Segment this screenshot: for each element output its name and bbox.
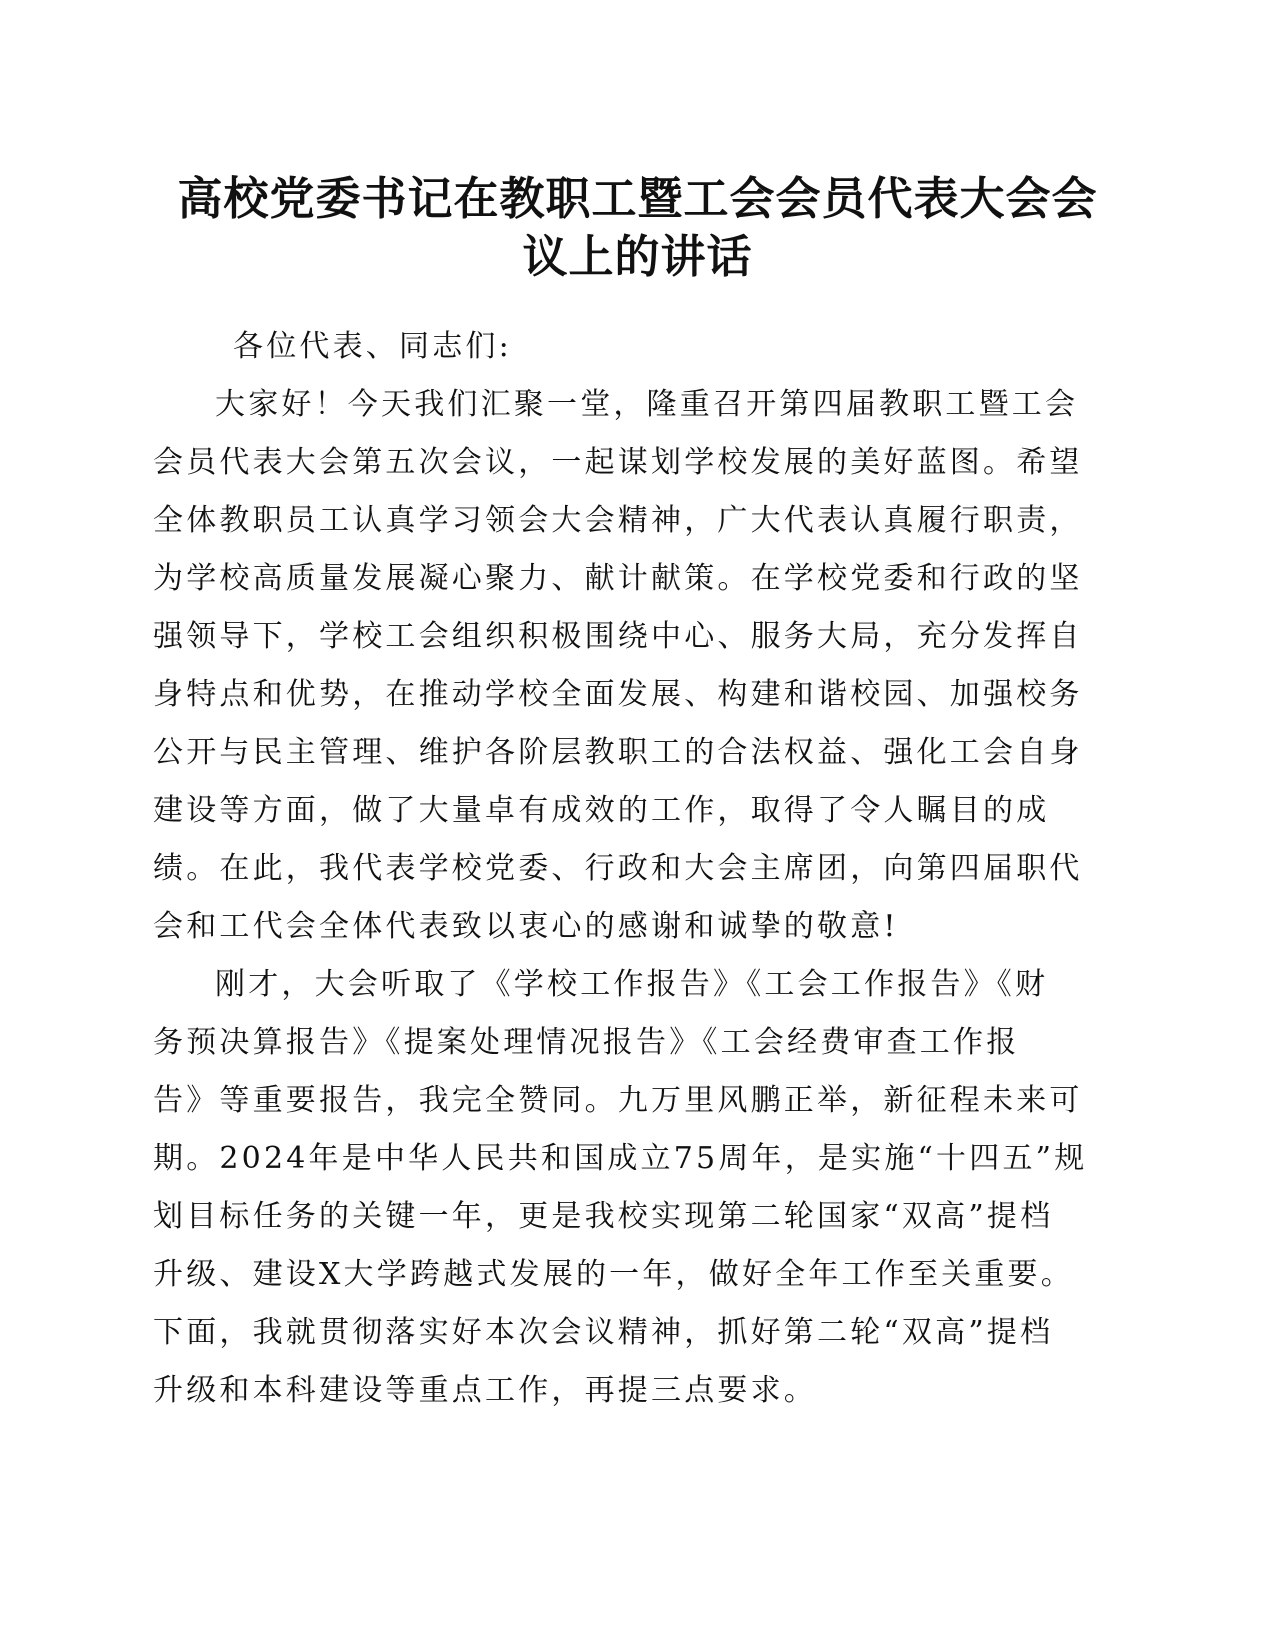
paragraph-2-line: 划目标任务的关键一年，更是我校实现第二轮国家“双高”提档 bbox=[153, 1199, 1054, 1234]
paragraph-2 bbox=[153, 956, 1088, 1420]
paragraph-2-line: 务预决算报告》《提案处理情况报告》《工会经费审查工作报 bbox=[153, 1025, 1020, 1060]
title-line-2: 议上的讲话 bbox=[522, 230, 753, 283]
document-body bbox=[153, 318, 1088, 1420]
paragraph-2-line: 刚才，大会听取了《学校工作报告》《工会工作报告》《财 bbox=[215, 967, 1049, 1002]
paragraph-1-line: 公开与民主管理、维护各阶层教职工的合法权益、强化工会自身 bbox=[153, 735, 1083, 770]
paragraph-1-line: 身特点和优势，在推动学校全面发展、构建和谐校园、加强校务 bbox=[153, 677, 1083, 712]
paragraph-1-line: 绩。在此，我代表学校党委、行政和大会主席团，向第四届职代 bbox=[153, 851, 1083, 886]
paragraph-2-line: 升级和本科建设等重点工作，再提三点要求。 bbox=[153, 1373, 817, 1408]
paragraph-1-line: 建设等方面，做了大量卓有成效的工作，取得了令人瞩目的成 bbox=[153, 793, 1050, 828]
paragraph-1-line: 全体教职员工认真学习领会大会精神，广大代表认真履行职责， bbox=[153, 503, 1083, 538]
paragraph-1-line: 会员代表大会第五次会议，一起谋划学校发展的美好蓝图。希望 bbox=[153, 445, 1083, 480]
document-title bbox=[150, 170, 1125, 286]
paragraph-2-line: 升级、建设X大学跨越式发展的一年，做好全年工作至关重要。 bbox=[153, 1257, 1074, 1292]
title-line-1: 高校党委书记在教职工暨工会会员代表大会会 bbox=[177, 172, 1098, 225]
paragraph-2-line: 期。2024年是中华人民共和国成立75周年，是实施“十四五”规 bbox=[153, 1141, 1088, 1176]
paragraph-1-line: 为学校高质量发展凝心聚力、献计献策。在学校党委和行政的坚 bbox=[153, 561, 1083, 596]
paragraph-2-line: 下面，我就贯彻落实好本次会议精神，抓好第二轮“双高”提档 bbox=[153, 1315, 1054, 1350]
paragraph-1-line: 强领导下，学校工会组织积极围绕中心、服务大局，充分发挥自 bbox=[153, 619, 1083, 654]
salutation: 各位代表、同志们: bbox=[233, 329, 512, 364]
paragraph-1-line: 会和工代会全体代表致以衷心的感谢和诚挚的敬意! bbox=[153, 909, 899, 944]
paragraph-2-line: 告》等重要报告，我完全赞同。九万里风鹏正举，新征程未来可 bbox=[153, 1083, 1083, 1118]
paragraph-1 bbox=[153, 376, 1083, 956]
paragraph-1-line: 大家好！今天我们汇聚一堂，隆重召开第四届教职工暨工会 bbox=[215, 387, 1079, 422]
